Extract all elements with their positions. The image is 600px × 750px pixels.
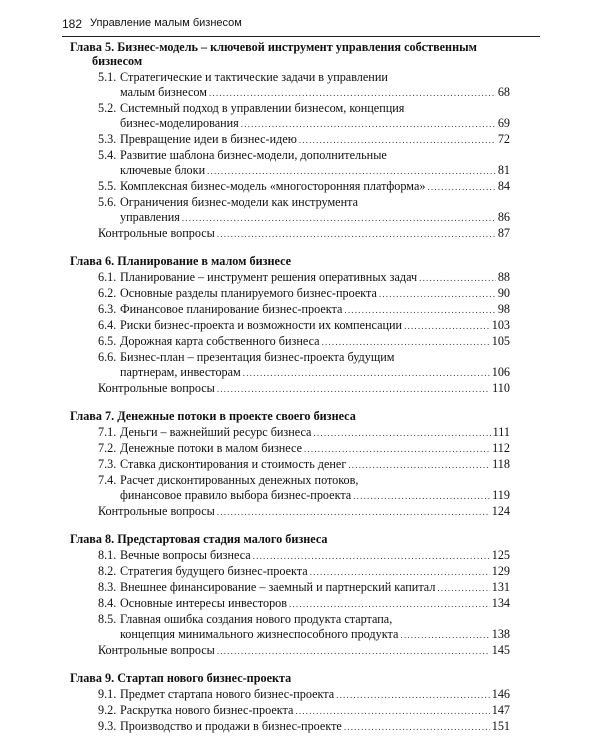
section-number: 5.4. xyxy=(98,148,117,162)
entry-text: Ставка дисконтирования и стоимость денег xyxy=(120,457,347,471)
page-ref: 81 xyxy=(497,163,510,177)
toc-entry xyxy=(70,195,510,226)
toc-entry xyxy=(70,504,510,520)
entry-text: Вечные вопросы бизнеса xyxy=(120,548,251,562)
dot-leader xyxy=(299,133,496,148)
toc-entry xyxy=(70,350,510,381)
dot-leader xyxy=(344,303,495,318)
dot-leader xyxy=(207,164,496,179)
page-ref: 88 xyxy=(497,270,510,284)
page-ref: 106 xyxy=(491,365,510,379)
entry-text: Стратегия будущего бизнес-проекта xyxy=(120,564,308,578)
toc-entry xyxy=(70,441,510,457)
chapter-section xyxy=(70,409,510,520)
toc-entry xyxy=(70,425,510,441)
entry-text: малым бизнесом xyxy=(120,85,207,99)
toc-entry xyxy=(70,270,510,286)
entry-text: Бизнес-план – презентация бизнес-проекта будущим xyxy=(120,350,395,364)
toc-entry xyxy=(70,596,510,612)
toc-entry xyxy=(70,302,510,318)
entry-text: Внешнее финансирование – заемный и партнерский капитал xyxy=(120,580,436,594)
toc-entry xyxy=(70,703,510,719)
chapter-section xyxy=(70,671,510,735)
page-ref: 129 xyxy=(491,564,510,578)
entry-text: Контрольные вопросы xyxy=(98,504,215,518)
page-ref: 90 xyxy=(497,286,510,300)
toc-entry xyxy=(70,286,510,302)
dot-leader xyxy=(304,442,490,457)
entry-text: Финансовое планирование бизнес-проекта xyxy=(120,302,343,316)
dot-leader xyxy=(322,335,490,350)
dot-leader xyxy=(289,597,490,612)
entry-text: Главная ошибка создания нового продукта стартапа, xyxy=(120,612,393,626)
entry-text: Денежные потоки в малом бизнесе xyxy=(120,441,302,455)
running-title: Управление малым бизнесом xyxy=(90,17,242,29)
entry-text: Развитие шаблона бизнес-модели, дополнительные xyxy=(120,148,387,162)
page-ref: 69 xyxy=(497,116,510,130)
page-ref: 125 xyxy=(491,548,510,562)
chapter-section xyxy=(70,532,510,659)
page-ref: 118 xyxy=(492,457,510,471)
toc-entry xyxy=(70,473,510,504)
page-ref: 145 xyxy=(491,643,510,657)
section-number: 7.4. xyxy=(98,473,117,487)
dot-leader xyxy=(400,628,489,643)
dot-leader xyxy=(295,704,489,719)
dot-leader xyxy=(427,180,495,195)
section-number: 8.4. xyxy=(98,596,117,610)
page-ref: 134 xyxy=(491,596,510,610)
page-number: 182 xyxy=(62,17,83,31)
page-ref: 119 xyxy=(492,488,510,502)
section-number: 5.2. xyxy=(98,101,117,115)
section-number: 8.2. xyxy=(98,564,117,578)
section-number: 6.5. xyxy=(98,334,117,348)
dot-leader xyxy=(209,86,496,101)
dot-leader xyxy=(353,489,490,504)
entry-text: управления xyxy=(120,210,180,224)
section-number: 9.3. xyxy=(98,719,117,733)
toc-entry xyxy=(70,148,510,179)
chapter-title: Глава 7. Денежные потоки в проекте своего бизнеса xyxy=(70,409,356,423)
section-number: 5.1. xyxy=(98,70,117,84)
dot-leader xyxy=(217,227,496,242)
entry-text: Превращение идеи в бизнес-идею xyxy=(120,132,297,146)
entry-text: Комплексная бизнес-модель «многосторонняя платформа» xyxy=(120,179,426,193)
page-ref: 86 xyxy=(497,210,510,224)
dot-leader xyxy=(182,211,496,226)
running-header xyxy=(62,14,540,37)
dot-leader xyxy=(310,565,490,580)
entry-text: бизнес-моделирования xyxy=(120,116,239,130)
dot-leader xyxy=(243,366,490,381)
toc-entry xyxy=(70,226,510,242)
page-ref: 112 xyxy=(492,441,510,455)
page-ref: 131 xyxy=(491,580,510,594)
page-ref: 84 xyxy=(497,179,510,193)
entry-text: Системный подход в управлении бизнесом, концепция xyxy=(120,101,405,115)
section-number: 8.1. xyxy=(98,548,117,562)
section-number: 5.5. xyxy=(98,179,117,193)
entry-text: Раскрутка нового бизнес-проекта xyxy=(120,703,294,717)
dot-leader xyxy=(437,581,489,596)
page-ref: 103 xyxy=(491,318,510,332)
section-number: 7.1. xyxy=(98,425,117,439)
page-ref: 124 xyxy=(491,504,510,518)
dot-leader xyxy=(241,117,496,132)
toc-entry xyxy=(70,70,510,101)
toc-entry xyxy=(70,612,510,643)
entry-text: концепция минимального жизнеспособного продукта xyxy=(120,627,399,641)
entry-text: Контрольные вопросы xyxy=(98,226,215,240)
toc-entry xyxy=(70,580,510,596)
dot-leader xyxy=(419,271,496,286)
section-number: 6.6. xyxy=(98,350,117,364)
toc-entry xyxy=(70,643,510,659)
entry-text: Предмет стартапа нового бизнес-проекта xyxy=(120,687,335,701)
section-number: 7.2. xyxy=(98,441,117,455)
entry-text: Расчет дисконтированных денежных потоков, xyxy=(120,473,359,487)
toc-entry xyxy=(70,318,510,334)
entry-text: Дорожная карта собственного бизнеса xyxy=(120,334,320,348)
chapter-section xyxy=(70,254,510,397)
toc-entry xyxy=(70,687,510,703)
entry-text: Основные разделы планируемого бизнес-проекта xyxy=(120,286,377,300)
chapter-title: Глава 5. Бизнес-модель – ключевой инструмент управления собственным бизнесом xyxy=(70,40,477,68)
entry-text: Стратегические и тактические задачи в управлении xyxy=(120,70,388,84)
dot-leader xyxy=(313,426,490,441)
entry-text: ключевые блоки xyxy=(120,163,206,177)
section-number: 6.1. xyxy=(98,270,117,284)
dot-leader xyxy=(336,688,490,703)
section-number: 6.2. xyxy=(98,286,117,300)
section-number: 6.4. xyxy=(98,318,117,332)
section-number: 6.3. xyxy=(98,302,117,316)
entry-text: Производство и продажи в бизнес-проекте xyxy=(120,719,342,733)
page-ref: 87 xyxy=(497,226,510,240)
section-number: 9.1. xyxy=(98,687,117,701)
dot-leader xyxy=(253,549,490,564)
section-number: 5.3. xyxy=(98,132,117,146)
section-number: 8.3. xyxy=(98,580,117,594)
entry-text: Деньги – важнейший ресурс бизнеса xyxy=(120,425,312,439)
page-ref: 105 xyxy=(491,334,510,348)
dot-leader xyxy=(348,458,490,473)
dot-leader xyxy=(217,505,490,520)
toc-entry xyxy=(70,719,510,735)
toc-entry xyxy=(70,381,510,397)
toc-entry xyxy=(70,179,510,195)
dot-leader xyxy=(379,287,496,302)
dot-leader xyxy=(217,382,490,397)
section-number: 9.2. xyxy=(98,703,117,717)
entry-text: финансовое правило выбора бизнес-проекта xyxy=(120,488,352,502)
toc-entry xyxy=(70,132,510,148)
dot-leader xyxy=(344,720,490,735)
chapter-title: Глава 6. Планирование в малом бизнесе xyxy=(70,254,292,268)
page-ref: 110 xyxy=(492,381,510,395)
toc-entry xyxy=(70,548,510,564)
toc-entry xyxy=(70,101,510,132)
section-number: 8.5. xyxy=(98,612,117,626)
entry-text: Планирование – инструмент решения оперативных задач xyxy=(120,270,418,284)
toc-entry xyxy=(70,457,510,473)
entry-text: партнерам, инвесторам xyxy=(120,365,241,379)
entry-text: Контрольные вопросы xyxy=(98,381,215,395)
page-ref: 147 xyxy=(491,703,510,717)
entry-text: Контрольные вопросы xyxy=(98,643,215,657)
chapter-title: Глава 9. Стартап нового бизнес-проекта xyxy=(70,671,292,685)
entry-text: Риски бизнес-проекта и возможности их компенсации xyxy=(120,318,403,332)
section-number: 7.3. xyxy=(98,457,117,471)
dot-leader xyxy=(217,644,490,659)
toc-entry xyxy=(70,564,510,580)
page-ref: 68 xyxy=(497,85,510,99)
page-ref: 111 xyxy=(492,425,510,439)
toc-entry xyxy=(70,334,510,350)
table-of-contents xyxy=(70,40,510,747)
page-ref: 138 xyxy=(491,627,510,641)
page-ref: 98 xyxy=(497,302,510,316)
page-ref: 146 xyxy=(491,687,510,701)
chapter-section xyxy=(70,40,510,242)
page-ref: 151 xyxy=(491,719,510,733)
page-ref: 72 xyxy=(497,132,510,146)
dot-leader xyxy=(404,319,490,334)
entry-text: Ограничения бизнес-модели как инструмента xyxy=(120,195,358,209)
section-number: 5.6. xyxy=(98,195,117,209)
entry-text: Основные интересы инвесторов xyxy=(120,596,288,610)
chapter-title: Глава 8. Предстартовая стадия малого бизнеса xyxy=(70,532,328,546)
